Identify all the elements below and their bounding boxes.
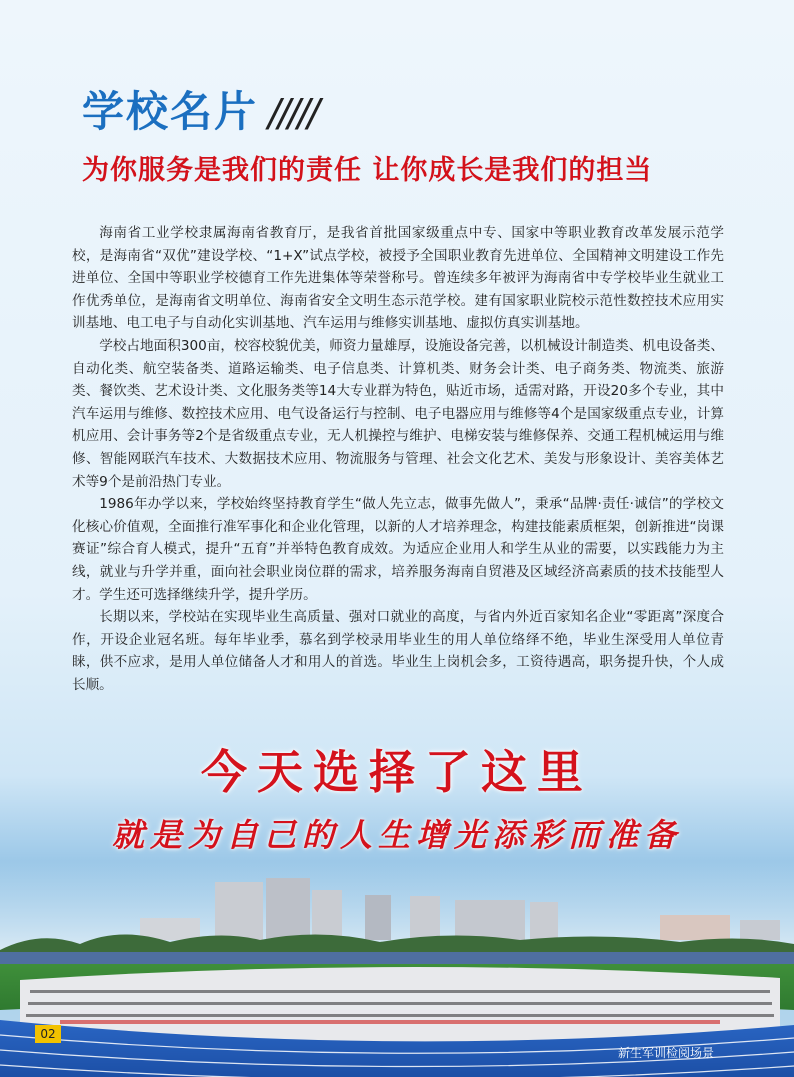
paragraph-4: 长期以来，学校站在实现毕业生高质量、强对口就业的高度，与省内外近百家知名企业“零距离”深度合作，开设企业冠名班。每年毕业季，慕名到学校录用毕业生的用人单位络绎不绝，毕业生深受用人单位青睐，供不应求，是用人单位储备人才和用人的首选。毕业生上岗机会多，工资待遇高，职务提升快，个人成长顺。 xyxy=(72,609,724,693)
page-number: 02 xyxy=(35,1025,61,1043)
banner-line-2: 就是为自己的人生增光添彩而准备 xyxy=(111,816,682,854)
banner-line-1: 今天选择了这里 xyxy=(201,745,593,799)
title-row xyxy=(82,88,317,136)
photo-caption: 新生军训检阅场景 xyxy=(617,1046,714,1060)
page-title: 学校名片 xyxy=(82,87,259,136)
slogan: 为你服务是我们的责任 让你成长是我们的担当 xyxy=(82,155,653,186)
title-slashes: ///// xyxy=(268,91,318,135)
paragraph-1: 海南省工业学校隶属海南省教育厅，是我省首批国家级重点中专、国家中等职业教育改革发展示范学校，是海南省“双优”建设学校、“1+X”试点学校，被授予全国职业教育先进单位、全国精神文明建设工作先进单位、全国中等职业学校德育工作先进集体等荣誉称号。曾连续多年被评为海南省中专学校毕业生就业工作优秀单位，是海南省文明单位、海南省安全文明生态示范学校。建有国家职业院校示范性数控技术应用实训基地、电工电子与自动化实训基地、汽车运用与维修实训基地、虚拟仿真实训基地。 xyxy=(72,225,724,332)
body-text xyxy=(72,222,724,696)
paragraph-3: 1986年办学以来，学校始终坚持教育学生“做人先立志，做事先做人”，秉承“品牌·责任·诚信”的学校文化核心价值观，全面推行准军事化和企业化管理，以新的人才培养理念，构建技能素质框架，创新推进“岗课赛证”综合育人模式，提升“五育”并举特色教育成效。为适应企业用人和学生从业的需要，以实践能力为主线，就业与升学并重，面向社会职业岗位群的需求，培养服务海南自贸港及区域经济高素质的技术技能型人才。学生还可选择继续升学，提升学历。 xyxy=(72,496,724,603)
paragraph-2: 学校占地面积300亩，校容校貌优美，师资力量雄厚，设施设备完善，以机械设计制造类、机电设备类、自动化类、航空装备类、道路运输类、电子信息类、计算机类、财务会计类、电子商务类、物流类、旅游类、餐饮类、艺术设计类、文化服务类等14大专业群为特色，贴近市场，适需对路，开设20多个专业，其中汽车运用与维修、数控技术应用、电气设备运行与控制、电子电器应用与维修等4个是国家级重点专业，计算机应用、会计事务等2个是省级重点专业，无人机操控与维护、电梯安装与维修保养、交通工程机械运用与维修、智能网联汽车技术、大数据技术应用、物流服务与管理、社会文化艺术、美发与形象设计、美容美体艺术等9个是前沿热门专业。 xyxy=(72,337,724,490)
